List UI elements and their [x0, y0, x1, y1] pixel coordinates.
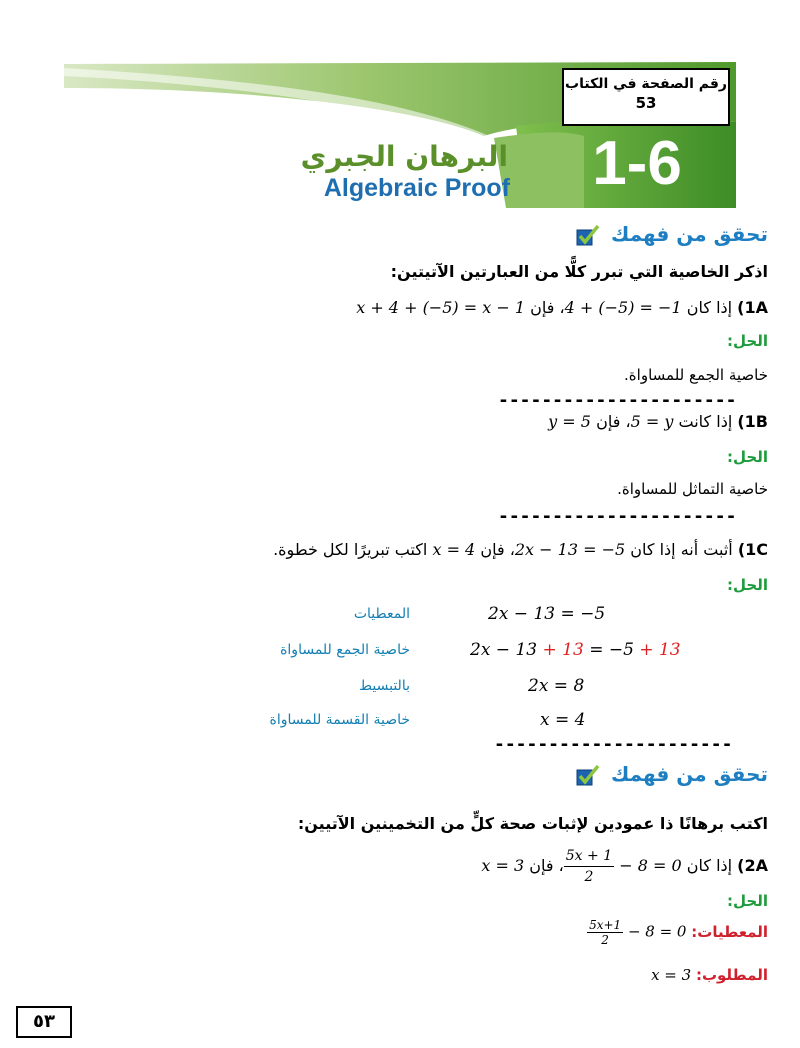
checkbox-check-icon — [576, 764, 600, 790]
proof-step — [0, 604, 800, 636]
question-1b: 1B) إذا كانت 5 = y، فإن y = 5 — [548, 412, 768, 431]
added-term: + 13 — [542, 640, 584, 660]
question-1c: 1C) أثبت أنه إذا كان 2x − 13 = −5، فإن x = 4 اكتب تبريرًا لكل خطوة. — [273, 540, 768, 559]
fraction: $\frac{5x+1}{2}$ — [589, 918, 622, 947]
question-2a: 2A) إذا كان $\frac{5x + 1}{2}$ − 8 = 0، فإن x = 3 — [481, 848, 768, 885]
check-understanding-2 — [468, 762, 768, 790]
result-expression: y = 5 — [548, 412, 591, 431]
prove-label: المطلوب: — [695, 966, 768, 984]
condition-expression: 5 = y — [630, 412, 674, 431]
check-understanding-1 — [468, 222, 768, 250]
page-reference-label: رقم الصفحة في الكتاب — [565, 76, 727, 92]
answer-label: الحل: — [727, 576, 768, 594]
condition-expression: $\frac{5x + 1}{2}$ − 8 = 0 — [565, 848, 682, 885]
proof-statement: 2x = 8 — [528, 676, 585, 696]
checkbox-check-icon — [576, 224, 600, 250]
check-title: تحقق من فهمك — [611, 762, 768, 786]
proof-statement: 2x − 13 = −5 — [488, 604, 606, 624]
answer-label: الحل: — [727, 332, 768, 350]
proof-statement: x = 4 — [540, 710, 586, 730]
prove-row — [468, 966, 768, 984]
added-term: + 13 — [639, 640, 681, 660]
proof-step — [0, 676, 800, 708]
result-expression: x = 4 — [432, 540, 476, 559]
proof-reason: المعطيات — [353, 606, 410, 622]
result-expression: x = 3 — [481, 856, 525, 875]
answer-label: الحل: — [727, 448, 768, 466]
page-reference-box — [562, 68, 730, 126]
given-row — [468, 918, 768, 947]
separator: ---------------------- — [498, 506, 737, 527]
lesson-title-en: Algebraic Proof — [323, 174, 510, 202]
condition-expression: 4 + (−5) = −1 — [564, 298, 682, 317]
proof-reason: بالتبسيط — [359, 678, 410, 694]
separator: ---------------------- — [498, 390, 737, 411]
instruction-1: اذكر الخاصية التي تبرر كلًّا من العبارتين الآتيتين: — [390, 262, 768, 281]
proof-reason: خاصية القسمة للمساواة — [269, 712, 410, 728]
proof-reason: خاصية الجمع للمساواة — [280, 642, 410, 658]
given-expression: $\frac{5x+1}{2}$ − 8 = 0 — [589, 918, 687, 947]
instruction-2: اكتب برهانًا ذا عمودين لإثبات صحة كلٍّ من التخمينين الآتيين: — [297, 814, 768, 833]
proof-step — [0, 640, 800, 672]
lesson-number: 1-6 — [592, 129, 682, 198]
page-number-box — [16, 1006, 72, 1038]
page-reference-number: 53 — [635, 94, 657, 112]
page-number: ٥٣ — [33, 1011, 55, 1032]
answer-text: خاصية التماثل للمساواة. — [617, 480, 768, 498]
question-label: 2A) — [737, 856, 768, 875]
answer-text: خاصية الجمع للمساواة. — [624, 366, 768, 384]
proof-statement: 2x − 13 + 13 = −5 + 13 — [470, 640, 681, 660]
fraction: $\frac{5x + 1}{2}$ — [565, 848, 613, 885]
question-1a: 1A) إذا كان 4 + (−5) = −1، فإن x + 4 + (−5) = x − 1 — [356, 298, 768, 317]
question-label: 1C) — [737, 540, 768, 559]
answer-label: الحل: — [727, 892, 768, 910]
separator: ---------------------- — [494, 734, 733, 755]
question-label: 1B) — [737, 412, 768, 431]
condition-expression: 2x − 13 = −5 — [514, 540, 626, 559]
given-label: المعطيات: — [691, 923, 768, 941]
lesson-title-ar: البرهان الجبري — [300, 140, 508, 173]
result-expression: x + 4 + (−5) = x − 1 — [356, 298, 525, 317]
prove-expression: x = 3 — [651, 966, 692, 984]
question-label: 1A) — [737, 298, 768, 317]
check-title: تحقق من فهمك — [611, 222, 768, 246]
